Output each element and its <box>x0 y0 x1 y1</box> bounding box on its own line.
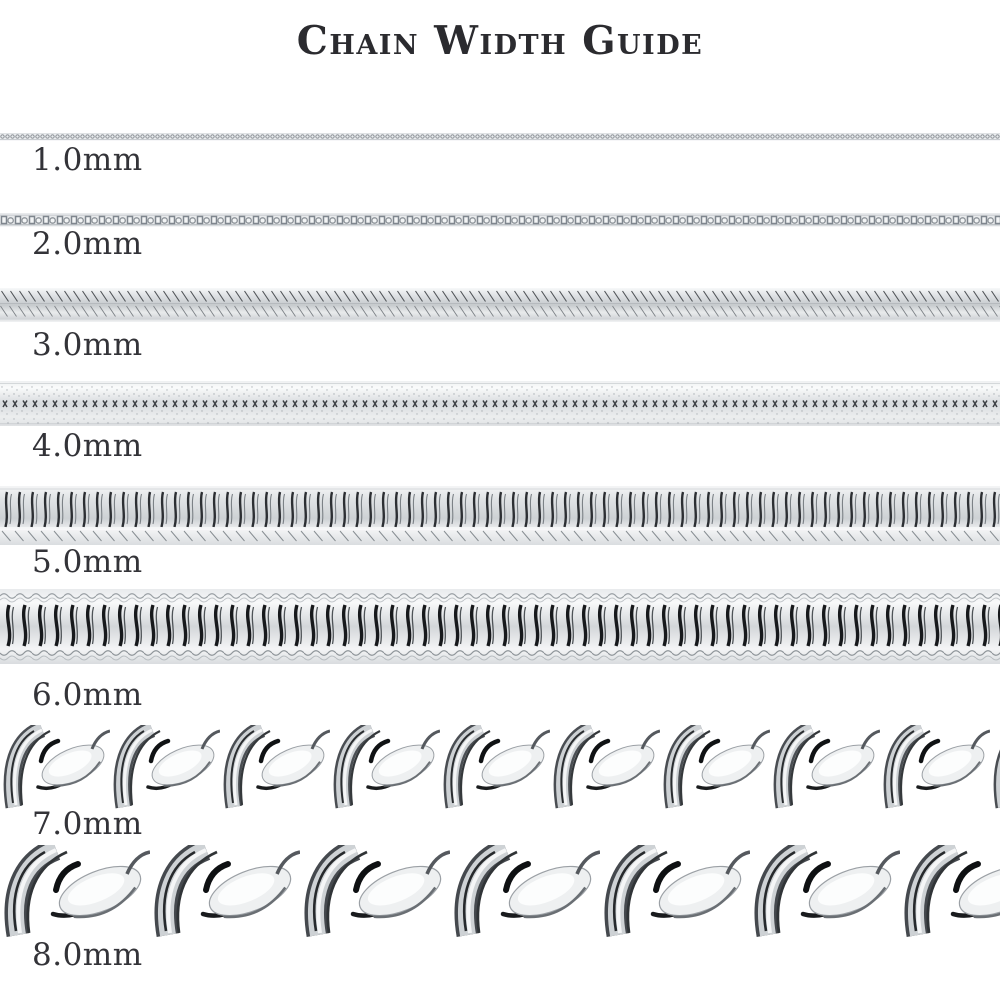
size-label-2mm: 2.0mm <box>32 226 143 262</box>
fine-box-chain-icon <box>0 131 1000 143</box>
box-chain-icon <box>0 210 1000 229</box>
chain-image-3mm <box>0 288 1000 322</box>
size-label-8mm: 8.0mm <box>32 937 143 973</box>
chain-image-4mm <box>0 381 1000 426</box>
chain-image-2mm <box>0 210 1000 229</box>
snake-chain-icon <box>0 381 1000 426</box>
size-label-6mm: 6.0mm <box>32 677 143 713</box>
size-label-1mm: 1.0mm <box>32 142 143 178</box>
chain-image-7mm <box>0 725 1000 809</box>
size-label-5mm: 5.0mm <box>32 544 143 580</box>
chain-image-5mm <box>0 486 1000 545</box>
snake-chain-icon <box>0 288 1000 322</box>
size-label-4mm: 4.0mm <box>32 428 143 464</box>
chain-image-8mm <box>0 845 1000 937</box>
size-label-3mm: 3.0mm <box>32 327 143 363</box>
snake-chain-icon <box>0 486 1000 545</box>
page-title: Chain Width Guide <box>296 18 704 64</box>
rope-chain-icon <box>0 725 1000 809</box>
snake-chain-icon <box>0 589 1000 664</box>
rope-chain-icon <box>0 845 1000 937</box>
chain-image-1mm <box>0 131 1000 143</box>
size-label-7mm: 7.0mm <box>32 806 143 842</box>
chain-image-6mm <box>0 589 1000 664</box>
